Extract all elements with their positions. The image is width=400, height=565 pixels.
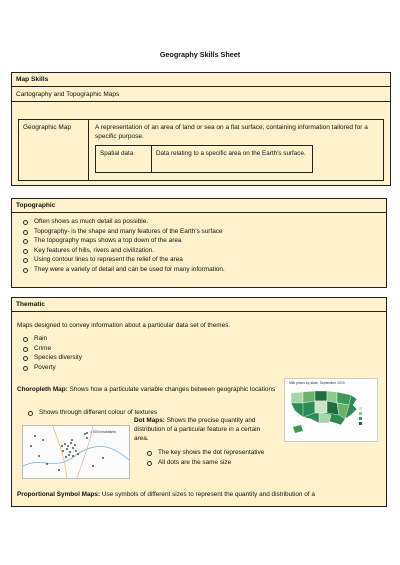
list-item: Crime [34,344,82,354]
topographic-heading: Topographic [12,199,386,213]
thematic-section [11,297,387,507]
list-item: Species diversity [34,354,82,362]
thematic-heading: Thematic [12,298,386,312]
choropleth-map-image [284,378,378,442]
us-map-graphic [285,379,377,441]
spatial-data-table [95,145,313,173]
dot-maps-sublist [122,444,264,467]
map-skills-section [11,72,391,186]
topographic-list [12,213,386,275]
proportional-term: Proportional Symbol Maps: [17,491,101,498]
spatial-data-definition: Data relating to a specific area on the Earth’s surface. [156,150,306,157]
list-item: All dots are the same size [158,458,264,468]
theme-list [17,330,82,372]
list-item: Rain [34,334,82,344]
list-item: Shows through different colour of textures [39,409,158,416]
dot-map-image [22,425,130,479]
geographic-map-label: Geographic Map [19,120,89,180]
dot-maps-description [134,416,276,444]
dot-maps-text: Shows the precise quantity and distribution of a particular feature in a certain area. [134,417,261,443]
map-skills-heading: Map Skills [12,73,390,87]
choropleth-term: Choropleth Map: [17,386,68,393]
geographic-map-definition: A representation of an area of land or sea on a flat surface, containing information tailored for a specific purpose. [95,124,368,140]
dot-map-legend: = 500 inhabitants [90,430,116,434]
page-title: Geography Skills Sheet [159,50,241,59]
geographic-map-table [18,119,384,181]
proportional-text: Use symbols of different sizes to represent the quantity and distribution of a [100,491,315,498]
dot-maps-term: Dot Maps: [134,417,165,424]
list-item: Often shows as much detail as possible. [34,217,386,227]
thematic-intro: Maps designed to convey information about a particular data set of themes. [17,322,231,329]
list-item: Key features of hills, rivers and civilization. [34,246,386,256]
choropleth-image-title: Milk prices by state, September 2019 [289,381,345,385]
spatial-data-label: Spatial data [96,146,152,172]
choropleth-description [17,385,277,394]
choropleth-text: Shows how a particulate variable changes between geographic locations [67,386,276,393]
cartography-subheading: Cartography and Topographic Maps [12,87,390,102]
topographic-section [11,198,387,288]
list-item: Topography- is the shape and many features of the Earth’s surface [34,227,386,237]
proportional-symbol-description [17,491,385,498]
list-item: The topography maps shows a top down of the area [34,236,386,246]
list-item: Using contour lines to represent the relief of the area [34,255,386,265]
list-item: Poverty [34,363,82,373]
list-item: The key shows the dot representative [158,449,265,456]
list-item: They were a variety of detail and can be used for many information. [34,265,386,275]
